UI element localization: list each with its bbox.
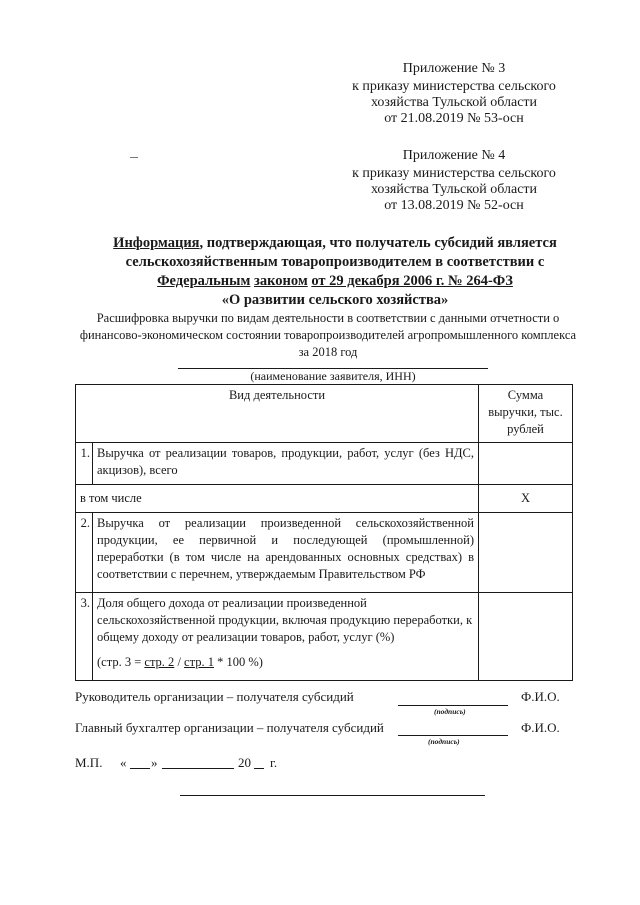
title-line-1-rest: , подтверждающая, что получатель субсидий является [199, 235, 557, 251]
title-link-federal[interactable]: Федеральным [157, 273, 251, 289]
date-close-quote: » [151, 755, 158, 770]
revenue-table [75, 384, 573, 681]
document-subtitle [60, 310, 596, 361]
appendix-4-title: Приложение № 4 [402, 148, 506, 163]
row-3-text: Доля общего дохода от реализации произведенной сельскохозяйственной продукции, включая продукцию переработки, к общему доходу от реализации товаров, работ, услуг (%) [97, 596, 473, 644]
row-3-number: 3. [76, 593, 93, 681]
row-1-value-cell[interactable] [479, 443, 573, 485]
bottom-rule [180, 795, 485, 796]
row-3-value-cell[interactable] [479, 593, 573, 681]
chief-accountant-signature-label: Главный бухгалтер организации – получателя субсидий [75, 720, 384, 735]
head-signature-caption: (подпись) [434, 707, 466, 716]
appendix-3-line-2: хозяйства Тульской области [370, 95, 538, 110]
row-2-value-cell[interactable] [479, 513, 573, 593]
title-link-law-date[interactable]: от 29 декабря 2006 г. № 264-ФЗ [311, 273, 513, 289]
chief-accountant-signature-caption: (подпись) [428, 737, 460, 746]
head-fio: Ф.И.О. [521, 689, 560, 704]
appendix-3-block [304, 61, 604, 127]
appendix-4-line-1: к приказу министерства сельского [352, 166, 556, 181]
date-year-suffix: г. [270, 755, 278, 770]
title-line-2: сельскохозяйственным товаропроизводителем в соответствии с [125, 254, 545, 270]
subtitle-line-3: за 2018 год [298, 345, 358, 359]
head-signature-line[interactable] [398, 705, 508, 706]
row-3-content [93, 593, 479, 681]
formula-part-5: * 100 %) [213, 655, 263, 669]
applicant-caption: (наименование заявителя, ИНН) [250, 369, 416, 383]
row-1-text: Выручка от реализации товаров, продукции, работ, услуг (без НДС, акцизов), всего [93, 443, 479, 485]
chief-accountant-fio: Ф.И.О. [521, 720, 560, 735]
row-1-number: 1. [76, 443, 93, 485]
title-link-information[interactable]: Информация [113, 235, 200, 251]
appendix-4-line-2: хозяйства Тульской области [370, 182, 538, 197]
appendix-3-line-3: от 21.08.2019 № 53-осн [384, 111, 524, 126]
document-title [70, 234, 600, 310]
head-signature-label: Руководитель организации – получателя субсидий [75, 689, 354, 704]
appendix-3-title: Приложение № 3 [402, 61, 506, 76]
appendix-4-line-3: от 13.08.2019 № 52-осн [384, 198, 524, 213]
chief-accountant-signature-line[interactable] [398, 735, 508, 736]
table-row [76, 593, 573, 681]
formula-part-3: / [174, 655, 185, 669]
date-open-quote: « [120, 755, 127, 770]
formula-link-line-2[interactable]: стр. 2 [144, 655, 175, 669]
date-year-prefix: 20 [238, 755, 251, 770]
header-sum-line-3: рублей [507, 422, 544, 436]
header-activity: Вид деятельности [76, 385, 479, 443]
row-including-value: X [479, 485, 573, 513]
formula-part-1: (стр. 3 = [97, 655, 145, 669]
subtitle-line-2: финансово-экономическом состоянии товаропроизводителей агропромышленного комплекса [79, 328, 577, 342]
appendix-4-block [304, 148, 604, 214]
header-sum-line-1: Сумма [507, 388, 544, 402]
header-sum-line-2: выручки, тыс. [488, 405, 563, 419]
date-month-line[interactable] [162, 768, 234, 769]
stamp-label: М.П. [75, 755, 103, 770]
title-link-law[interactable]: законом [254, 273, 308, 289]
table-row [76, 443, 573, 485]
date-year-line[interactable] [254, 768, 264, 769]
table-row [76, 485, 573, 513]
row-including-text: в том числе [76, 485, 479, 513]
formula-link-line-1[interactable]: стр. 1 [184, 655, 214, 669]
header-sum [479, 385, 573, 443]
row-3-formula [97, 654, 474, 671]
row-2-number: 2. [76, 513, 93, 593]
table-header-row [76, 385, 573, 443]
stray-mark [130, 157, 138, 158]
appendix-3-line-1: к приказу министерства сельского [352, 79, 556, 94]
row-2-text: Выручка от реализации произведенной сельскохозяйственной продукции, ее первичной и последующей (промышленной) переработки (в том числе на арендованных основных средствах) в соответствии с перечнем, утверждаемым Правительством РФ [93, 513, 479, 593]
date-day-line[interactable] [130, 768, 150, 769]
table-row [76, 513, 573, 593]
title-line-4: «О развитии сельского хозяйства» [221, 292, 449, 308]
subtitle-line-1: Расшифровка выручки по видам деятельности в соответствии с данными отчетности о [96, 311, 560, 325]
